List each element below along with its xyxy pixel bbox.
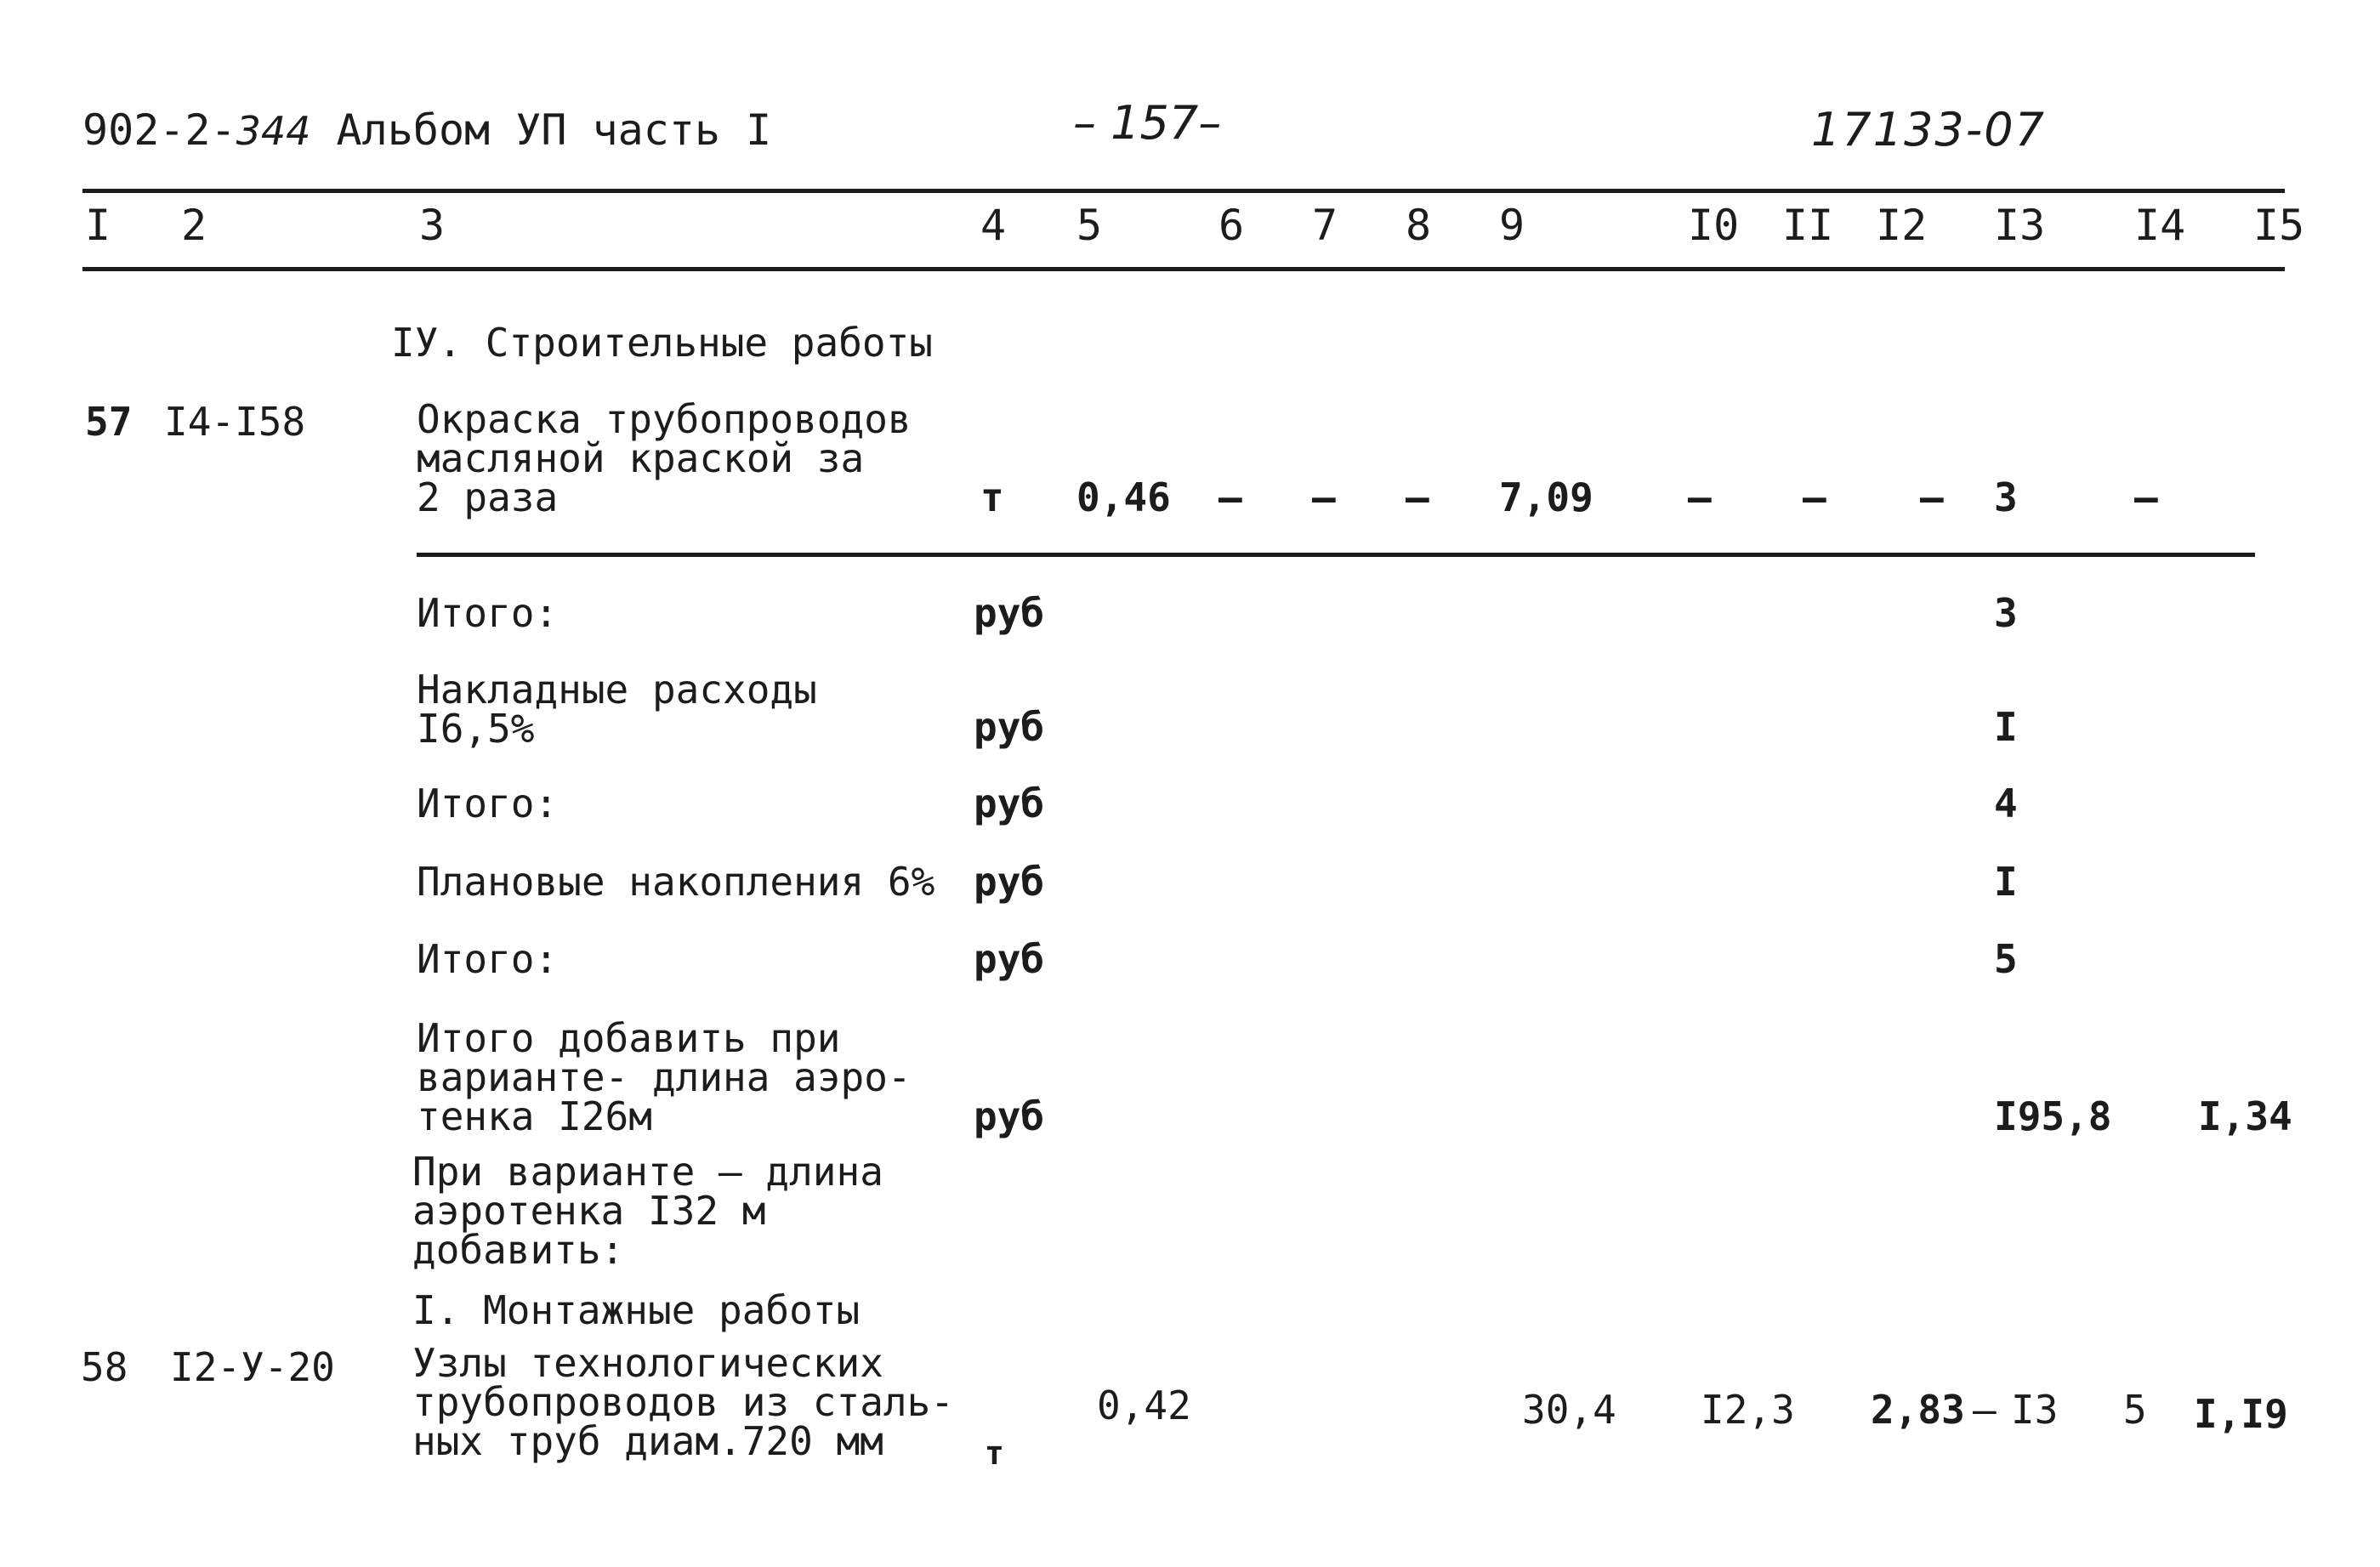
variant-note: При варианте – длина аэротенка I32 м добавить: bbox=[412, 1149, 883, 1273]
summary-unit: руб bbox=[974, 1093, 1045, 1139]
row-number: 58 bbox=[81, 1344, 128, 1390]
norm-code: I4-I58 bbox=[164, 399, 306, 445]
col6-value: – bbox=[1218, 474, 1242, 520]
col-header-6: 6 bbox=[1218, 201, 1245, 250]
summary-unit: руб bbox=[974, 936, 1045, 982]
quantity: 0,46 bbox=[1076, 474, 1171, 520]
document-code: 17133-07 bbox=[1811, 103, 2046, 156]
col-header-4: 4 bbox=[980, 201, 1007, 250]
col-header-13: I3 bbox=[1994, 201, 2046, 250]
row-number: 57 bbox=[85, 399, 133, 445]
col-header-1: I bbox=[85, 201, 111, 250]
summary-unit: руб bbox=[974, 704, 1045, 750]
summary-value: 5 bbox=[1994, 936, 2018, 982]
col-header-14: I4 bbox=[2134, 201, 2186, 250]
work-description: Окраска трубопроводов масляной краской за 2 раза bbox=[417, 396, 912, 520]
summary-label: Итого: bbox=[417, 781, 559, 826]
col13-value: I3 bbox=[2011, 1387, 2059, 1433]
col-header-11: II bbox=[1782, 201, 1834, 250]
col8-value: – bbox=[1406, 474, 1429, 520]
col12-dash: – bbox=[1973, 1387, 1997, 1433]
page-number: – 157– bbox=[1073, 96, 1222, 150]
header-bottom-rule bbox=[82, 267, 2285, 271]
norm-code: I2-У-20 bbox=[170, 1344, 335, 1390]
col-header-9: 9 bbox=[1499, 201, 1525, 250]
subtotal-rule bbox=[417, 553, 2255, 557]
col-header-3: 3 bbox=[419, 201, 446, 250]
summary-label: Накладные расходы I6,5% bbox=[417, 667, 817, 752]
album-title: Альбом УП часть I bbox=[310, 105, 772, 155]
col-header-7: 7 bbox=[1312, 201, 1338, 250]
header-top-rule bbox=[82, 189, 2285, 193]
summary-value: I95,8 bbox=[1994, 1093, 2112, 1139]
col-header-2: 2 bbox=[181, 201, 207, 250]
work-description: Узлы технологических трубопроводов из сталь- ных труб диам.720 мм bbox=[412, 1340, 954, 1464]
quantity: 0,42 bbox=[1097, 1382, 1191, 1428]
summary-value: I bbox=[1994, 859, 2018, 905]
section-title-installation: I. Монтажные работы bbox=[412, 1287, 861, 1333]
col15-value: I,I9 bbox=[2194, 1391, 2288, 1437]
summary-label: Итого: bbox=[417, 936, 559, 982]
summary-unit: руб bbox=[974, 590, 1045, 636]
col-header-5: 5 bbox=[1076, 201, 1103, 250]
summary-unit: руб bbox=[974, 781, 1045, 826]
col12-value: 2,83 bbox=[1871, 1387, 1965, 1433]
album-number-printed: 902-2- bbox=[82, 105, 236, 155]
summary-label: Плановые накопления 6% bbox=[417, 859, 935, 905]
col9-value: 30,4 bbox=[1522, 1387, 1616, 1433]
unit: т bbox=[980, 474, 1004, 520]
col-header-15: I5 bbox=[2253, 201, 2305, 250]
summary-label: Итого добавить при варианте- длина аэро- тенка I26м bbox=[417, 1015, 912, 1139]
col-header-12: I2 bbox=[1876, 201, 1928, 250]
summary-unit: руб bbox=[974, 859, 1045, 905]
col9-value: 7,09 bbox=[1499, 474, 1593, 520]
col10-value: I2,3 bbox=[1701, 1387, 1795, 1433]
summary-value: I bbox=[1994, 704, 2018, 750]
summary-value: 4 bbox=[1994, 781, 2018, 826]
col14-value: 5 bbox=[2123, 1387, 2147, 1433]
col-header-10: I0 bbox=[1688, 201, 1740, 250]
album-number bbox=[82, 105, 772, 155]
album-number-handwritten: 344 bbox=[236, 108, 311, 154]
col12-value: – bbox=[1920, 474, 1944, 520]
col-header-8: 8 bbox=[1406, 201, 1432, 250]
summary-value-14: I,34 bbox=[2198, 1093, 2292, 1139]
col11-value: – bbox=[1803, 474, 1826, 520]
col13-value: 3 bbox=[1994, 474, 2018, 520]
summary-label: Итого: bbox=[417, 590, 559, 636]
summary-value: 3 bbox=[1994, 590, 2018, 636]
col14-value: – bbox=[2134, 474, 2158, 520]
section-title-construction: IУ. Строительные работы bbox=[391, 320, 933, 366]
col7-value: – bbox=[1312, 474, 1336, 520]
unit: т bbox=[985, 1434, 1004, 1472]
col10-value: – bbox=[1688, 474, 1712, 520]
